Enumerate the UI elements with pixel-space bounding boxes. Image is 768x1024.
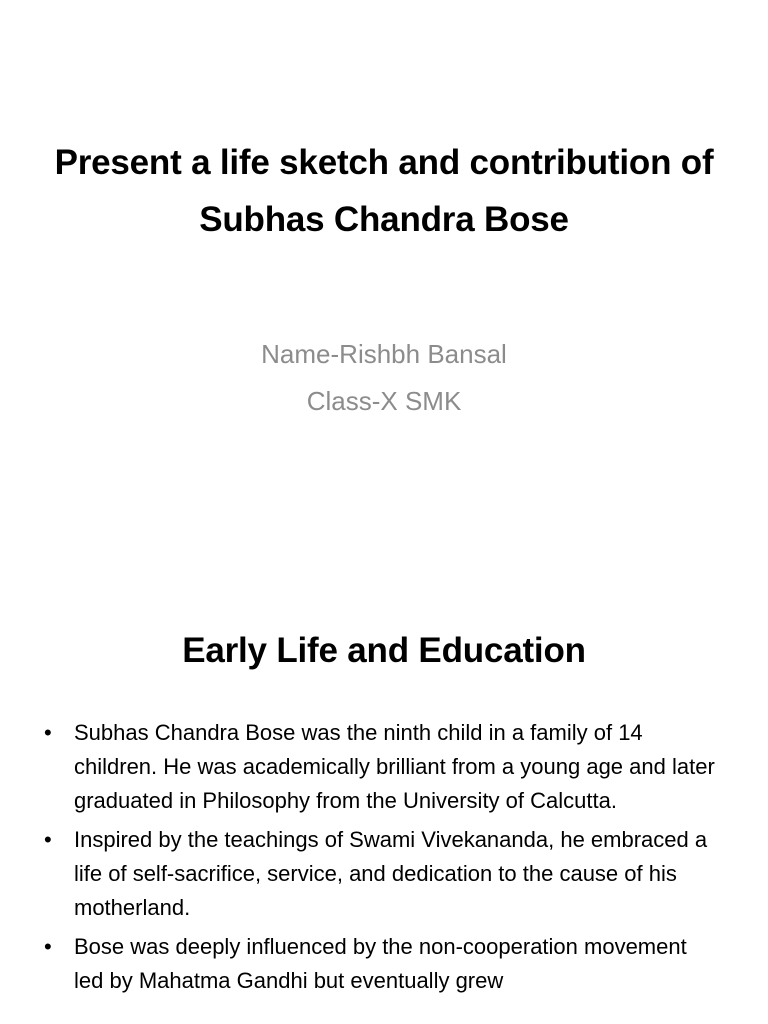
slide-title: Early Life and Education (182, 631, 586, 670)
bullet-list (40, 716, 720, 1003)
bullet-text: Subhas Chandra Bose was the ninth child in a family of 14 children. He was academically brilliant from a young age and later graduated in Philosophy from the University of Calcutta. (74, 720, 715, 813)
bullet-icon: • (44, 934, 52, 959)
bullet-icon: • (44, 720, 52, 745)
author-class: Class-X SMK (306, 386, 462, 416)
early-life-slide (0, 576, 768, 1024)
bullet-item (40, 823, 720, 925)
bullet-text: Bose was deeply influenced by the non-cooperation movement led by Mahatma Gandhi but eventually grew (74, 934, 687, 993)
bullet-item (40, 716, 720, 818)
bullet-icon: • (44, 827, 52, 852)
bullet-text: Inspired by the teachings of Swami Vivekananda, he embraced a life of self-sacrifice, service, and dedication to the cause of his motherland. (74, 827, 708, 920)
presentation-title: Present a life sketch and contribution of Subhas Chandra Bose (54, 143, 714, 239)
bullet-item (40, 930, 720, 998)
author-name: Name-Rishbh Bansal (261, 339, 507, 369)
